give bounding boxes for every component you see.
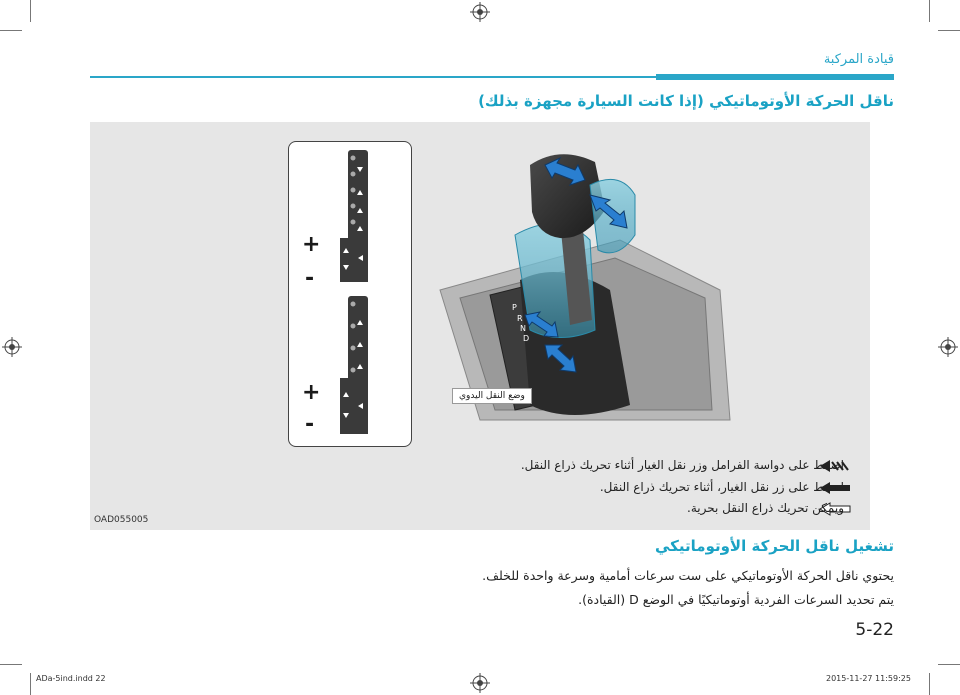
body-line: يتم تحديد السرعات الفردية أوتوماتيكيًا في الوضع D (القيادة). [578, 592, 894, 607]
shifter-illustration [420, 140, 840, 430]
legend-line: اضغط على زر نقل الغيار، أثناء تحريك ذراع النقل. [599, 480, 844, 494]
crop-mark [938, 664, 960, 665]
gate-strip-bottom [340, 296, 370, 434]
page-number: 5-22 [855, 620, 894, 640]
header-accent-bar [656, 74, 894, 80]
crop-mark [938, 30, 960, 31]
shifter-letter-p: P [512, 303, 517, 312]
registration-target-icon [938, 337, 958, 357]
manual-mode-callout: وضع النقل اليدوي [452, 388, 532, 404]
legend-line: اضغط على دواسة الفرامل وزر نقل الغيار أثناء تحريك ذراع النقل. [520, 458, 844, 472]
plus-sign: + [302, 232, 321, 257]
crop-mark [30, 0, 31, 22]
registration-target-icon [2, 337, 22, 357]
minus-sign: - [305, 266, 315, 291]
registration-target-icon [470, 2, 490, 22]
footer-stamp: 2015-11-27 11:59:25 [826, 674, 911, 683]
registration-target-icon [470, 673, 490, 693]
footer-file: ADa-5ind.indd 22 [36, 674, 106, 683]
plus-sign: + [302, 380, 321, 405]
shifter-letter-r: R [517, 314, 523, 323]
figure-code: OAD055005 [94, 515, 149, 525]
section-label: قيادة المركبة [823, 52, 894, 67]
crop-mark [30, 673, 31, 695]
subsection-title: تشغيل ناقل الحركة الأوتوماتيكي [655, 537, 894, 555]
gate-strip-top [340, 150, 370, 282]
crop-mark [929, 673, 930, 695]
section-title: ناقل الحركة الأوتوماتيكي (إذا كانت السيارة مجهزة بذلك) [478, 92, 894, 110]
body-line: يحتوي ناقل الحركة الأوتوماتيكي على ست سرعات أمامية وسرعة واحدة للخلف. [482, 568, 894, 583]
minus-sign: - [305, 412, 315, 437]
legend-line: ويمكن تحريك ذراع النقل بحرية. [687, 501, 844, 515]
crop-mark [0, 664, 22, 665]
shifter-letter-n: N [520, 324, 526, 333]
crop-mark [929, 0, 930, 22]
crop-mark [0, 30, 22, 31]
shifter-letter-d: D [523, 334, 530, 343]
